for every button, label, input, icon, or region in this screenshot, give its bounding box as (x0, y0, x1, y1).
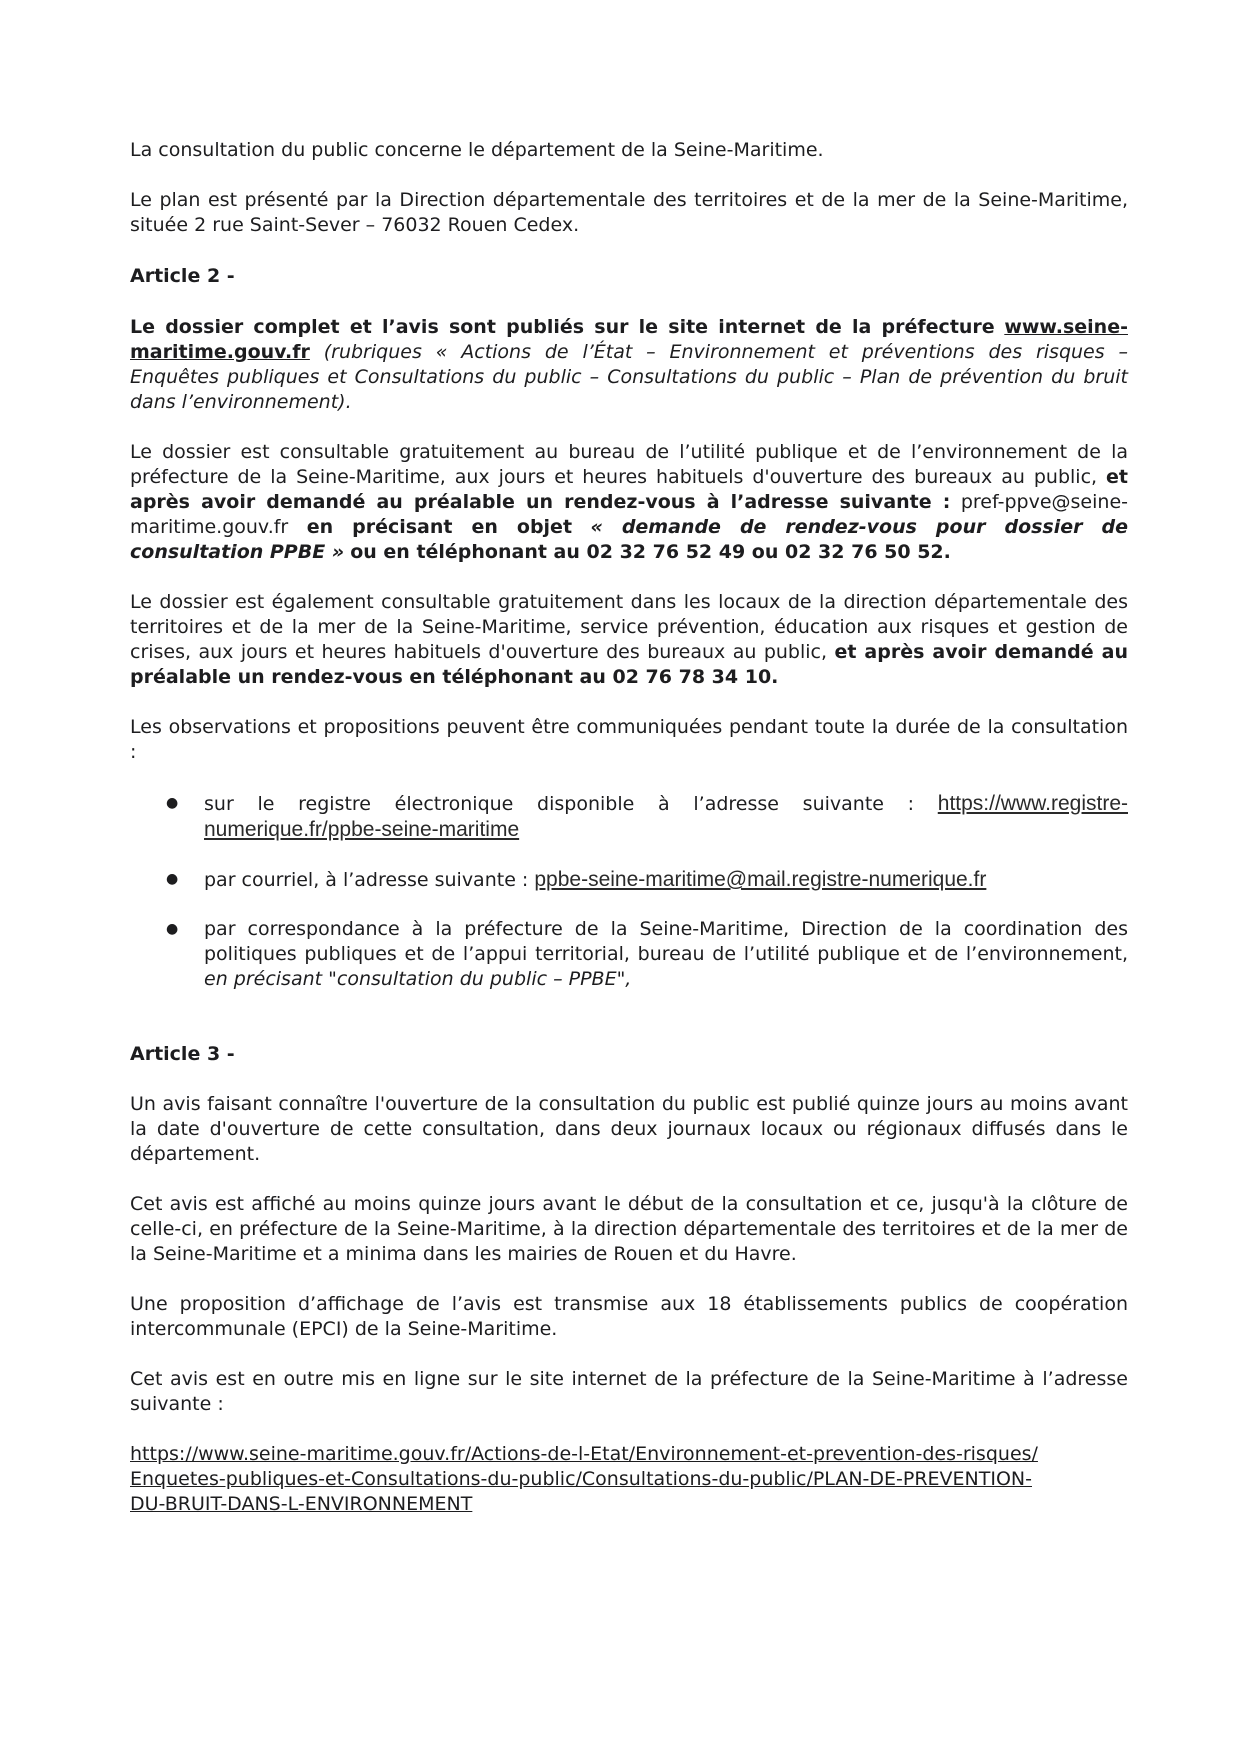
article-3-paragraph-posting: Cet avis est affiché au moins quinze jours avant le début de la consultation et ce, jusqu'à la clôture de celle-ci, en préfecture de la Seine-Maritime, à la direction départementale des territoires et de la mer de la Seine-Maritime et a minima dans les mairies de Rouen et du Havre. (130, 1193, 1128, 1265)
appointment-request-text: et après avoir demandé au préalable un rendez-vous à l’adresse suivante : (130, 466, 1128, 513)
publication-rubriques: (rubriques « Actions de l’État – Environnement et préventions des risques – Enquêtes publiques et Consultations du public – Consultations du public – Plan de prévention du bruit dans l’environnement). (130, 341, 1128, 413)
observation-channels-list (130, 791, 1128, 992)
object-instruction-text: en précisant en objet (306, 516, 573, 538)
list-item-email (130, 867, 1128, 893)
article-2-paragraph-publication (130, 315, 1128, 415)
list-item-electronic-register (130, 791, 1128, 843)
list-item-correspondence (130, 917, 1128, 992)
email-channel-link[interactable]: ppbe-seine-maritime@mail.registre-numerique.fr (534, 868, 987, 891)
email-channel-text: par courriel, à l’adresse suivante : (204, 869, 529, 891)
article-3-paragraph-newspaper-notice: Un avis faisant connaître l'ouverture de la consultation du public est publié quinze jours au moins avant la date d'ouverture de cette consultation, dans deux journaux locaux ou régionaux diffusés dans le département. (130, 1093, 1128, 1165)
paragraph-plan-presenter: Le plan est présenté par la Direction départementale des territoires et de la mer de la Seine-Maritime, située 2 rue Saint-Sever – 76032 Rouen Cedex. (130, 189, 1128, 236)
url-line: Enquetes-publiques-et-Consultations-du-public/Consultations-du-public/PLAN-DE-PREVENTION- (130, 1468, 1032, 1490)
prefecture-website-link[interactable]: www.seine-maritime.gouv.fr (130, 316, 1128, 363)
article-2-paragraph-prefecture-consultation (130, 440, 1128, 565)
bullet-icon: ● (166, 795, 179, 811)
correspondence-subject-text: en précisant "consultation du public – PPBE", (204, 968, 632, 990)
appointment-email[interactable]: pref-ppve@seine-maritime.gouv.fr (130, 491, 1128, 538)
electronic-register-link[interactable]: https://www.registre-numerique.fr/ppbe-seine-maritime (204, 792, 1128, 841)
article-3-heading: Article 3 - (130, 1043, 235, 1065)
url-line: https://www.seine-maritime.gouv.fr/Actions-de-l-Etat/Environnement-et-prevention-des-risques/ (130, 1443, 1038, 1465)
bullet-icon: ● (166, 921, 179, 937)
article-2-paragraph-observations: Les observations et propositions peuvent être communiquées pendant toute la durée de la consultation : (130, 716, 1128, 763)
document-body (130, 138, 1128, 1517)
article-3-paragraph-epci: Une proposition d’affichage de l’avis est transmise aux 18 établissements publics de coopération intercommunale (EPCI) de la Seine-Maritime. (130, 1293, 1128, 1340)
object-subject-text: « demande de rendez-vous pour dossier de consultation PPBE » (130, 516, 1128, 563)
publication-statement: Le dossier complet et l’avis sont publiés sur le site internet de la préfecture (130, 316, 995, 338)
url-line: DU-BRUIT-DANS-L-ENVIRONNEMENT (130, 1493, 473, 1515)
ddtm-consultation-text: Le dossier est également consultable gratuitement dans les locaux de la direction départementale des territoires et de la mer de la Seine-Maritime, service prévention, éducation aux risques et gestion de crises, aux jours et heures habituels d'ouverture des bureaux au public, (130, 591, 1128, 663)
article-2-heading: Article 2 - (130, 265, 235, 287)
article-2-paragraph-ddtm-consultation (130, 590, 1128, 690)
phone-numbers-text: ou en téléphonant au 02 32 76 52 49 ou 02 32 76 50 52. (350, 541, 951, 563)
prefecture-consultation-text: Le dossier est consultable gratuitement au bureau de l’utilité publique et de l’environnement de la préfecture de la Seine-Maritime, aux jours et heures habituels d'ouverture des bureaux au public, (130, 441, 1128, 488)
electronic-register-text: sur le registre électronique disponible à l’adresse suivante : (204, 793, 915, 815)
correspondence-text: par correspondance à la préfecture de la Seine-Maritime, Direction de la coordination des politiques publiques et de l’appui territorial, bureau de l’utilité publique et de l’environnement, (204, 918, 1128, 965)
prefecture-notice-url[interactable] (130, 1442, 1128, 1517)
ddtm-appointment-text: et après avoir demandé au préalable un rendez-vous en téléphonant au 02 76 78 34 10. (130, 641, 1128, 688)
bullet-icon: ● (166, 871, 179, 887)
paragraph-consultation-scope: La consultation du public concerne le département de la Seine-Maritime. (130, 139, 824, 161)
article-3-paragraph-online: Cet avis est en outre mis en ligne sur le site internet de la préfecture de la Seine-Maritime à l’adresse suivante : (130, 1368, 1128, 1415)
